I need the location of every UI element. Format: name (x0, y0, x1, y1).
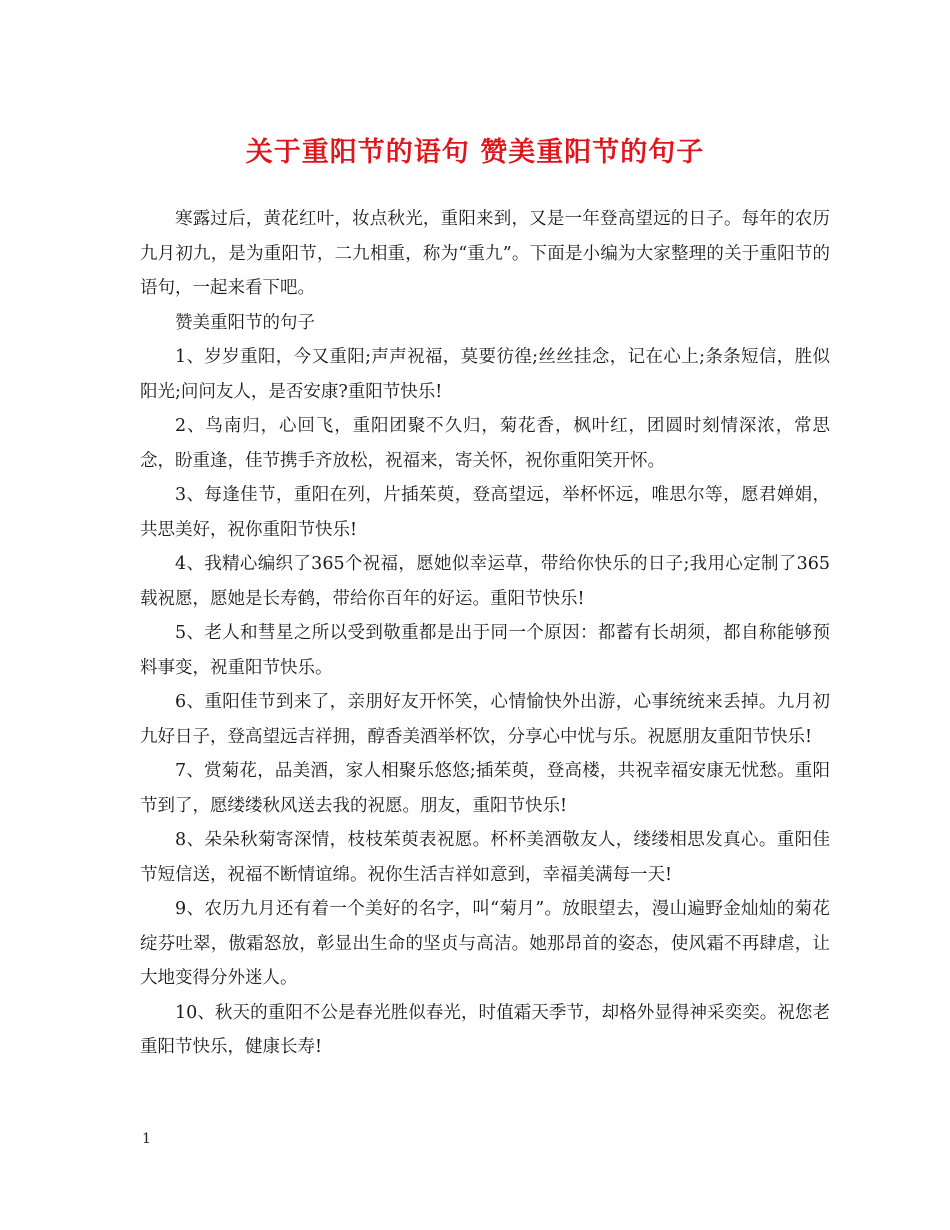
document-body (140, 202, 830, 1065)
list-item: 5、老人和彗星之所以受到敬重都是出于同一个原因：都蓄有长胡须，都自称能够预料事变，祝重阳节快乐。 (140, 623, 830, 678)
list-item: 1、岁岁重阳，今又重阳;声声祝福，莫要彷徨;丝丝挂念，记在心上;条条短信，胜似阳光;问问友人，是否安康?重阳节快乐! (140, 347, 830, 402)
list-item: 2、鸟南归，心回飞，重阳团聚不久归，菊花香，枫叶红，团圆时刻情深浓，常思念，盼重逢，佳节携手齐放松，祝福来，寄关怀，祝你重阳笑开怀。 (140, 416, 830, 471)
list-item: 9、农历九月还有着一个美好的名字，叫“菊月”。放眼望去，漫山遍野金灿灿的菊花绽芬吐翠，傲霜怒放，彰显出生命的坚贞与高洁。她那昂首的姿态，使风霜不再肆虐，让大地变得分外迷人。 (140, 899, 830, 988)
intro-paragraph: 寒露过后，黄花红叶，妆点秋光，重阳来到，又是一年登高望远的日子。每年的农历九月初九，是为重阳节，二九相重，称为“重九”。下面是小编为大家整理的关于重阳节的语句，一起来看下吧。 (140, 209, 830, 298)
list-item: 6、重阳佳节到来了，亲朋好友开怀笑，心情愉快外出游，心事统统来丢掉。九月初九好日子，登高望远吉祥拥，醇香美酒举杯饮，分享心中忧与乐。祝愿朋友重阳节快乐! (140, 692, 830, 747)
list-item: 8、朵朵秋菊寄深情，枝枝茱萸表祝愿。杯杯美酒敬友人，缕缕相思发真心。重阳佳节短信送，祝福不断情谊绵。祝你生活吉祥如意到，幸福美满每一天! (140, 830, 830, 885)
document-title: 关于重阳节的语句 赞美重阳节的句子 (245, 137, 705, 168)
list-item: 4、我精心编织了365个祝福，愿她似幸运草，带给你快乐的日子;我用心定制了365载祝愿，愿她是长寿鹤，带给你百年的好运。重阳节快乐! (140, 554, 830, 609)
list-item: 10、秋天的重阳不公是春光胜似春光，时值霜天季节，却格外显得神采奕奕。祝您老重阳节快乐，健康长寿! (140, 1002, 830, 1057)
section-heading: 赞美重阳节的句子 (175, 312, 315, 333)
list-item: 3、每逢佳节，重阳在列，片插茱萸，登高望远，举杯怀远，唯思尔等，愿君婵娟，共思美好，祝你重阳节快乐! (140, 485, 830, 540)
list-item: 7、赏菊花，品美酒，家人相聚乐悠悠;插茱萸，登高楼，共祝幸福安康无忧愁。重阳节到了，愿缕缕秋风送去我的祝愿。朋友，重阳节快乐! (140, 761, 830, 816)
page-number: 1 (142, 1131, 151, 1147)
